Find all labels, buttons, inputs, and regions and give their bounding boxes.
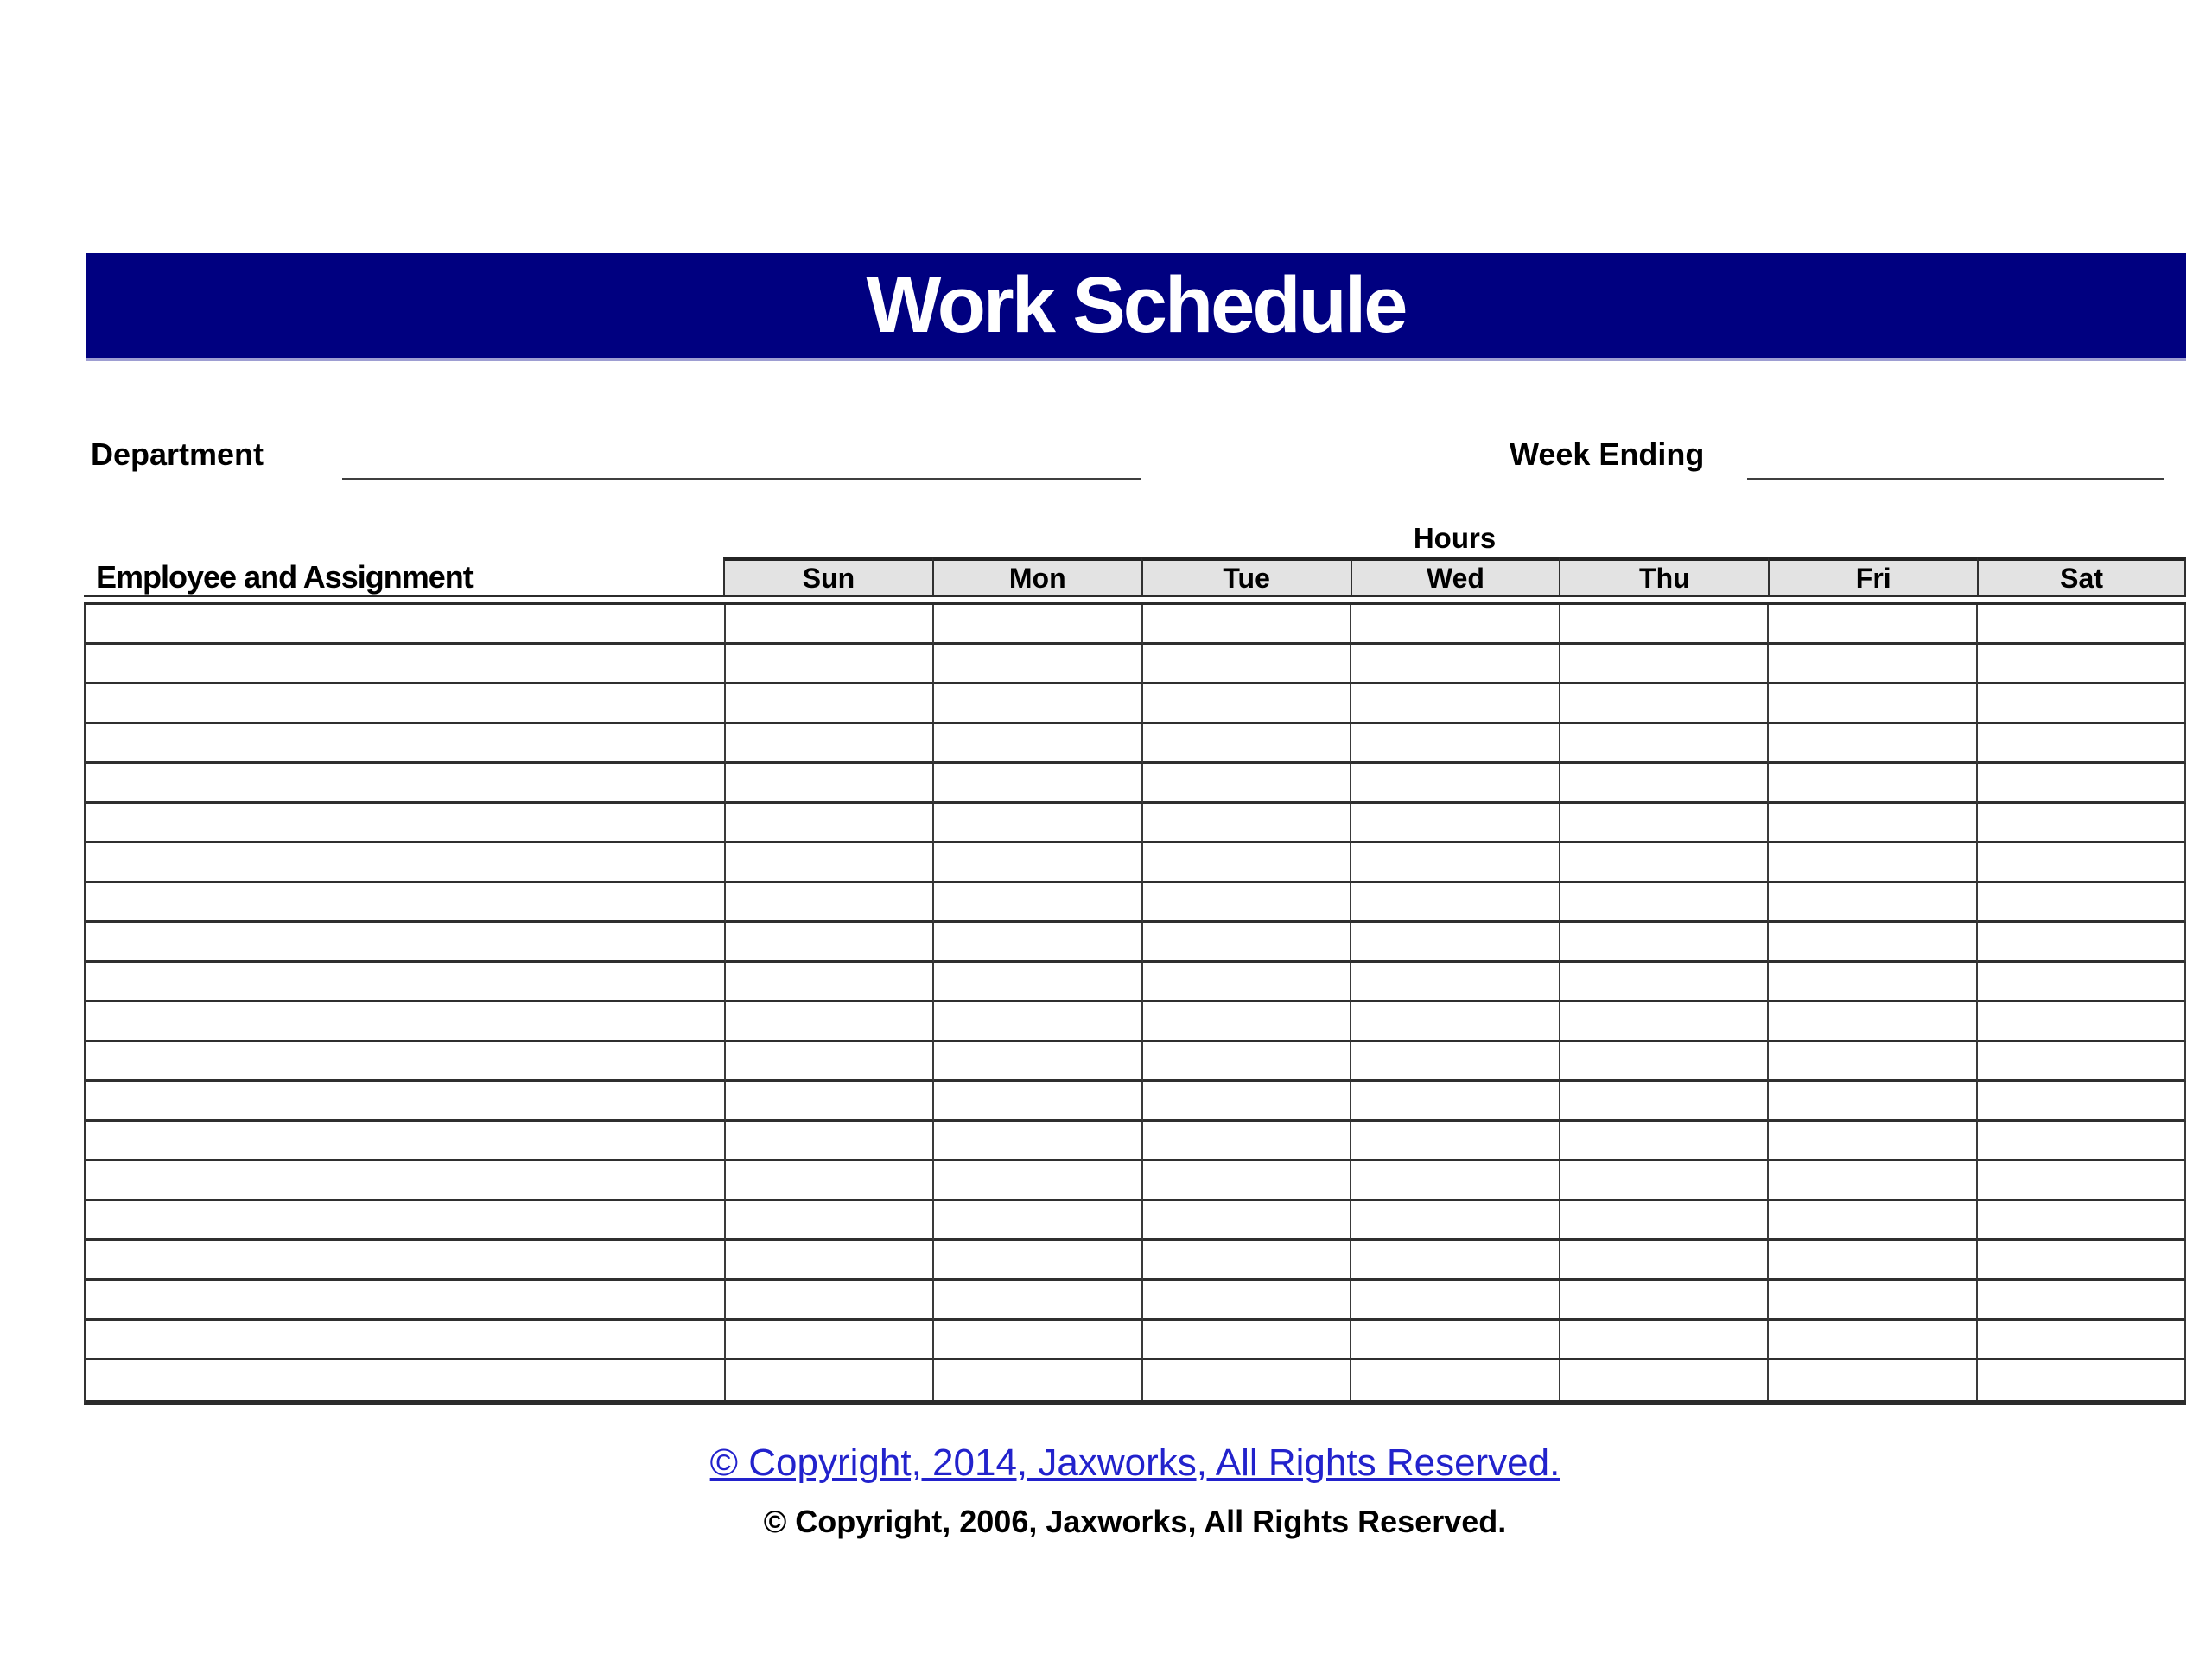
day-cell xyxy=(934,1042,1142,1082)
day-cell xyxy=(1351,1241,1560,1281)
day-cell xyxy=(726,1281,934,1321)
employee-cell xyxy=(86,1002,726,1042)
copyright-2014-link[interactable]: © Copyright, 2014, Jaxworks, All Rights Reserved. xyxy=(709,1441,1560,1484)
schedule-grid xyxy=(84,605,2186,1405)
day-cell xyxy=(1978,923,2186,963)
day-cell xyxy=(934,923,1142,963)
day-cell xyxy=(934,764,1142,804)
hours-heading: Hours xyxy=(1413,522,1497,554)
day-cell xyxy=(1143,1241,1351,1281)
employee-cell xyxy=(86,1042,726,1082)
day-cell xyxy=(1769,1002,1977,1042)
employee-cell xyxy=(86,1161,726,1201)
day-cell xyxy=(1769,645,1977,684)
day-cell xyxy=(1143,804,1351,843)
header-double-rule xyxy=(84,595,2186,605)
day-cell xyxy=(1769,843,1977,883)
day-cell xyxy=(1560,1201,1769,1241)
day-cell xyxy=(1978,963,2186,1002)
day-cell xyxy=(1769,1161,1977,1201)
day-cell xyxy=(1351,764,1560,804)
day-cell xyxy=(934,883,1142,923)
day-cell xyxy=(1978,1321,2186,1360)
day-cell xyxy=(1978,1360,2186,1400)
day-cell xyxy=(1351,843,1560,883)
employee-cell xyxy=(86,724,726,764)
day-cell xyxy=(726,1042,934,1082)
day-header-sat: Sat xyxy=(1977,557,2186,596)
employee-cell xyxy=(86,764,726,804)
day-cell xyxy=(1351,1201,1560,1241)
day-header-thu: Thu xyxy=(1559,557,1768,596)
day-cell xyxy=(1769,684,1977,724)
day-cell xyxy=(934,605,1142,645)
day-cell xyxy=(1351,1360,1560,1400)
day-cell xyxy=(1978,764,2186,804)
day-cell xyxy=(934,1321,1142,1360)
day-cell xyxy=(1143,1002,1351,1042)
day-cell xyxy=(1560,645,1769,684)
employee-cell xyxy=(86,1082,726,1122)
employee-cell xyxy=(86,883,726,923)
day-cell xyxy=(934,1002,1142,1042)
day-cell xyxy=(1978,883,2186,923)
day-cell xyxy=(1143,605,1351,645)
day-cell xyxy=(1978,1241,2186,1281)
day-cell xyxy=(1143,1082,1351,1122)
employee-cell xyxy=(86,1241,726,1281)
day-header-tue: Tue xyxy=(1141,557,1351,596)
day-cell xyxy=(726,963,934,1002)
day-cell xyxy=(1351,1281,1560,1321)
day-cell xyxy=(934,843,1142,883)
day-cell xyxy=(726,1082,934,1122)
employee-cell xyxy=(86,1321,726,1360)
day-cell xyxy=(1560,843,1769,883)
day-cell xyxy=(1978,1122,2186,1161)
day-cell xyxy=(1560,963,1769,1002)
day-cell xyxy=(726,764,934,804)
employee-cell xyxy=(86,1360,726,1400)
day-cell xyxy=(1560,605,1769,645)
day-cell xyxy=(1560,1161,1769,1201)
day-cell xyxy=(1978,1161,2186,1201)
employee-cell xyxy=(86,684,726,724)
day-cell xyxy=(1769,724,1977,764)
day-cell xyxy=(1143,764,1351,804)
day-cell xyxy=(1560,923,1769,963)
day-cell xyxy=(1769,804,1977,843)
day-cell xyxy=(1351,724,1560,764)
day-cell xyxy=(1978,1281,2186,1321)
day-cell xyxy=(1351,1082,1560,1122)
copyright-2006-text: © Copyright, 2006, Jaxworks, All Rights Reserved. xyxy=(763,1504,1507,1539)
day-cell xyxy=(1351,923,1560,963)
day-cell xyxy=(1143,724,1351,764)
day-cell xyxy=(1560,764,1769,804)
day-cell xyxy=(1769,1241,1977,1281)
page-title: Work Schedule xyxy=(866,261,1406,349)
day-cell xyxy=(1978,804,2186,843)
day-cell xyxy=(1351,883,1560,923)
day-header-sun: Sun xyxy=(723,557,932,596)
day-cell xyxy=(1769,1321,1977,1360)
day-cell xyxy=(1351,1002,1560,1042)
day-cell xyxy=(726,724,934,764)
employee-cell xyxy=(86,963,726,1002)
day-cell xyxy=(1560,1042,1769,1082)
department-write-line xyxy=(342,478,1141,480)
day-cell xyxy=(1560,1002,1769,1042)
employee-cell xyxy=(86,1201,726,1241)
day-header-wed: Wed xyxy=(1351,557,1560,596)
employee-cell xyxy=(86,804,726,843)
day-cell xyxy=(726,843,934,883)
day-cell xyxy=(726,1241,934,1281)
day-cell xyxy=(1978,1002,2186,1042)
day-cell xyxy=(934,1082,1142,1122)
employee-cell xyxy=(86,645,726,684)
day-header-mon: Mon xyxy=(932,557,1141,596)
day-cell xyxy=(1351,684,1560,724)
day-cell xyxy=(1769,883,1977,923)
week-ending-label: Week Ending xyxy=(1510,436,1705,472)
day-cell xyxy=(1978,843,2186,883)
day-cell xyxy=(1143,1281,1351,1321)
day-cell xyxy=(1978,645,2186,684)
day-cell xyxy=(934,1281,1142,1321)
day-cell xyxy=(1769,1201,1977,1241)
day-cell xyxy=(1978,1042,2186,1082)
day-cell xyxy=(934,963,1142,1002)
day-cell xyxy=(1560,804,1769,843)
day-cell xyxy=(934,724,1142,764)
employee-and-assignment-header: Employee and Assignment xyxy=(96,559,473,595)
day-cell xyxy=(1351,1161,1560,1201)
day-cell xyxy=(1143,843,1351,883)
day-cell xyxy=(1351,1122,1560,1161)
day-header-fri: Fri xyxy=(1768,557,1977,596)
day-cell xyxy=(1769,1082,1977,1122)
day-cell xyxy=(1351,1042,1560,1082)
day-cell xyxy=(934,1201,1142,1241)
day-cell xyxy=(1769,963,1977,1002)
day-cell xyxy=(1143,645,1351,684)
day-cell xyxy=(1769,1122,1977,1161)
day-cell xyxy=(726,923,934,963)
day-cell xyxy=(726,1161,934,1201)
day-cell xyxy=(1978,1201,2186,1241)
schedule-header-row xyxy=(84,557,2186,595)
day-cell xyxy=(1769,1042,1977,1082)
day-cell xyxy=(1769,1360,1977,1400)
day-cell xyxy=(726,605,934,645)
day-cell xyxy=(1143,1201,1351,1241)
day-cell xyxy=(1560,684,1769,724)
title-bar xyxy=(86,253,2186,361)
day-cell xyxy=(1560,1281,1769,1321)
day-cell xyxy=(1560,1082,1769,1122)
day-cell xyxy=(1143,1360,1351,1400)
employee-cell xyxy=(86,843,726,883)
day-cell xyxy=(1143,963,1351,1002)
day-cell xyxy=(934,1161,1142,1201)
day-cell xyxy=(1769,764,1977,804)
day-cell xyxy=(726,684,934,724)
day-cell xyxy=(1351,804,1560,843)
day-cell xyxy=(1143,883,1351,923)
week-ending-write-line xyxy=(1747,478,2164,480)
day-cell xyxy=(1143,1161,1351,1201)
day-cell xyxy=(1143,1042,1351,1082)
day-cell xyxy=(1769,1281,1977,1321)
day-cell xyxy=(1978,684,2186,724)
employee-cell xyxy=(86,1281,726,1321)
day-cell xyxy=(1351,1321,1560,1360)
day-cell xyxy=(1560,1122,1769,1161)
day-cell xyxy=(726,645,934,684)
day-cell xyxy=(1978,605,2186,645)
department-label: Department xyxy=(91,436,264,472)
day-cell xyxy=(1351,645,1560,684)
day-cell xyxy=(1143,923,1351,963)
day-cell xyxy=(726,804,934,843)
day-cell xyxy=(1560,1360,1769,1400)
employee-cell xyxy=(86,923,726,963)
day-cell xyxy=(1769,923,1977,963)
day-cell xyxy=(726,1201,934,1241)
day-cell xyxy=(726,1122,934,1161)
day-cell xyxy=(726,1321,934,1360)
day-cell xyxy=(1978,724,2186,764)
day-cell xyxy=(726,1002,934,1042)
day-cell xyxy=(934,1241,1142,1281)
day-cell xyxy=(1769,605,1977,645)
day-cell xyxy=(1143,1321,1351,1360)
day-cell xyxy=(934,684,1142,724)
day-cell xyxy=(1143,1122,1351,1161)
day-cell xyxy=(1351,963,1560,1002)
day-cell xyxy=(934,1122,1142,1161)
employee-cell xyxy=(86,1122,726,1161)
day-cell xyxy=(934,645,1142,684)
day-cell xyxy=(726,1360,934,1400)
day-cell xyxy=(1560,1241,1769,1281)
day-cell xyxy=(1351,605,1560,645)
day-cell xyxy=(1560,883,1769,923)
day-cell xyxy=(934,804,1142,843)
employee-cell xyxy=(86,605,726,645)
day-cell xyxy=(1143,684,1351,724)
day-cell xyxy=(726,883,934,923)
day-cell xyxy=(934,1360,1142,1400)
day-cell xyxy=(1978,1082,2186,1122)
day-cell xyxy=(1560,1321,1769,1360)
day-cell xyxy=(1560,724,1769,764)
